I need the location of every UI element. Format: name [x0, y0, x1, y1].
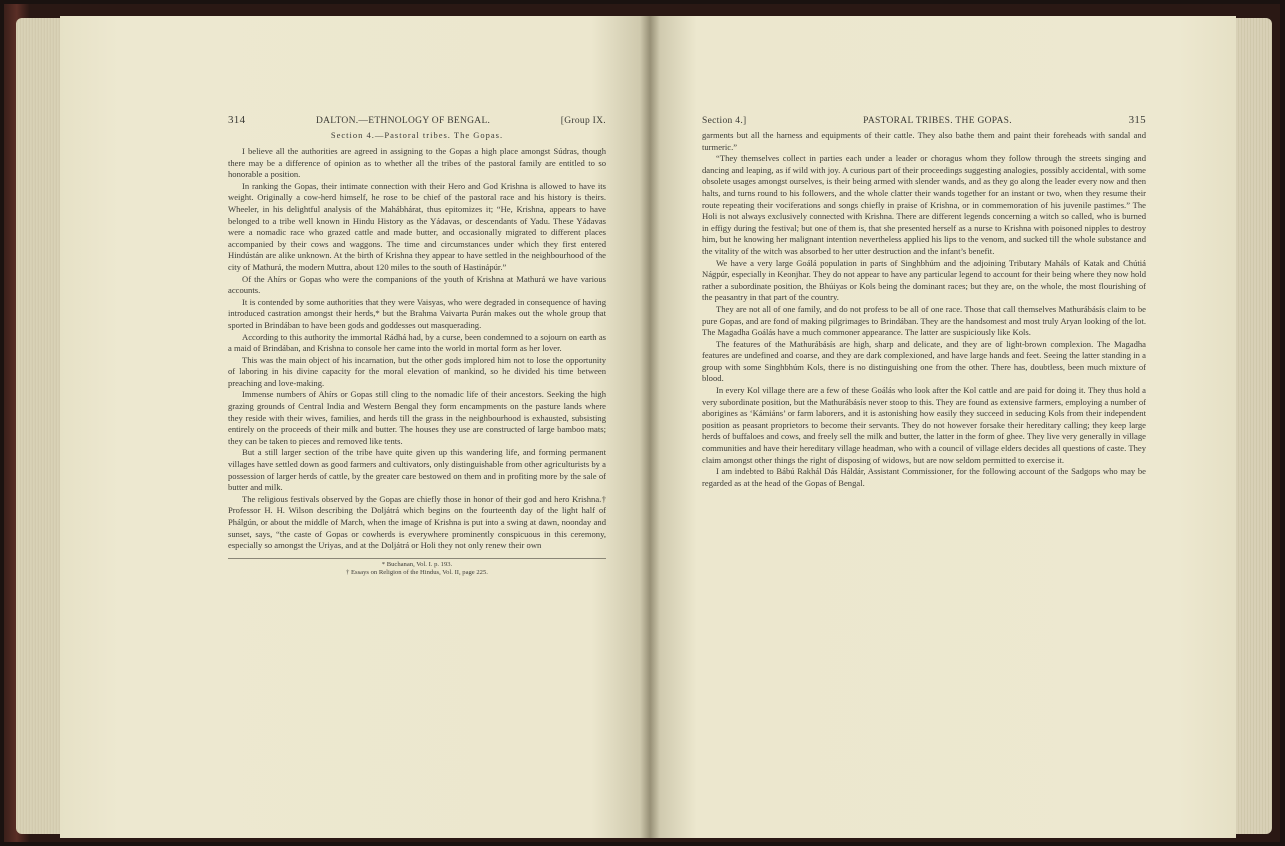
left-running-head [228, 114, 606, 126]
paragraph: They are not all of one family, and do not profess to be all of one race. Those that call themselves Mathurábásís claim to be pure Gopas, and are fond of making pilgrimages to Brindában. They are the handsomest and most truly Aryan looking of the lot. The Magadha Goálás have a much commoner appearance. The latter are suspiciously like Kols. [702, 303, 1146, 338]
paragraph: We have a very large Goálá population in parts of Singhbhúm and the adjoining Tributary Maháls of Katak and Chútiá Nágpúr, especially in Keonjhar. They do not appear to have any particular legend to account for their being where they now hold rather a subordinate position, the Bhúiyas or Kols being the dominant races; but they are, on the whole, the most flourishing of the peasantry in that part of the country. [702, 257, 1146, 303]
book-gutter [640, 16, 660, 838]
running-title: DALTON.—ETHNOLOGY OF BENGAL. [315, 116, 491, 126]
open-book [4, 4, 1280, 842]
right-page [650, 16, 1236, 838]
paragraph: In every Kol village there are a few of these Goálás who look after the Kol cattle and are paid for doing it. They thus hold a very subordinate position, but the Mathurábásís never stoop to this. They are found as extensive farmers, employing a number of aborigines as ‘Kámiáns’ or farm laborers, and it is astonishing how easily they succeed in seducing Kols from their independent position as peasant proprietors to become their servants. They do not however forsake their hereditary calling; they keep large herds of buffaloes and cows, and freely sell the milk and butter, the latter in the form of ghee. They live very generally in village communities and have their hereditary village headman, who with a council of village elders decides all questions of caste. They claim amongst other things the right of disposing of widows, but are now seldom permitted to exercise it. [702, 385, 1146, 465]
paragraph: According to this authority the immortal Rádhá had, by a curse, been condemned to a sojourn on earth as a maid of Brindában, and Krishna to console her came into the world in mortal form as her lover. [228, 331, 606, 354]
right-body-text [702, 130, 1146, 489]
page-number: 315 [1128, 114, 1146, 126]
left-page-edges [16, 18, 60, 834]
paragraph: The features of the Mathurábásís are high, sharp and delicate, and they are of light-brown complexion. The Magadha features are undefined and coarse, and they are dark complexioned, and have large hands and feet. Seeing the latter standing in a group with some Singhbhúm Kols, there is no distinguishing one from the other. There has, doubtless, been much mixture of blood. [702, 338, 1146, 384]
running-title: PASTORAL TRIBES. THE GOPAS. [863, 116, 1012, 126]
paragraph: Immense numbers of Ahírs or Gopas still cling to the nomadic life of their ancestors. Seeking the high grazing grounds of Central India and Western Bengal they form encampments on the pasture lands where they reside with their wives, families, and herds till the grass in the neighbourhood is exhausted, subsisting entirely on the proceeds of their milk and butter. The houses they use are constructed of large bamboo mats; they can be taken to pieces and removed like tents. [228, 389, 606, 446]
page-number: 314 [228, 114, 246, 126]
paragraph: In ranking the Gopas, their intimate connection with their Hero and God Krishna is allowed to have its weight. Originally a cow-herd himself, he rose to be chief of the pastoral race and his history is theirs. Wheeler, in his delightful analysis of the Mahábhárat, thus epitomizes it; “He, Krishna, appears to have belonged to a tribe well known in Hindu History as the Yádavas, or descendants of Yadu. These Yádavas were a nomadic race who grazed cattle and made butter, and occasionally migrated to different places accompanied by their cows and waggons. The time and circumstances under which they first entered Hindústán are alike unknown. At the birth of Krishna they appear to have settled in the neighbourhood of the city of Mathurá, the modern Muttra, about 120 miles to the south of Hastinápúr.” [228, 180, 606, 272]
section-label: Section 4.] [702, 116, 747, 126]
paragraph: But a still larger section of the tribe have quite given up this wandering life, and forming permanent villages have settled down as good farmers and cultivators, only distinguishable from other agriculturists by a possession of larger herds of cattle, by the greater care bestowed on them and in profiting more by the sale of butter and milk. [228, 447, 606, 493]
paragraph: The religious festivals observed by the Gopas are chiefly those in honor of their god and hero Krishna.† Professor H. H. Wilson describing the Doljátrá which begins on the fourteenth day of the light half of Phálgún, or about the middle of March, when the image of Krishna is put into a swing at dawn, noonday and sunset, says, “the caste of Gopas or cowherds is everywhere prominently conspicuous in this ceremony, especially so amongst the Uriyas, and at the Doljátrá or Holi they not only renew their own [228, 493, 606, 551]
footnote: * Buchanan, Vol. I. p. 193. [381, 560, 453, 568]
paragraph: I believe all the authorities are agreed in assigning to the Gopas a high place amongst Súdras, though there may be a difference of opinion as to whether all the tribes of the pastoral family are entitled to so honorable a position. [228, 146, 606, 180]
paragraph: This was the main object of his incarnation, but the other gods implored him not to lose the opportunity of laboring in his divine capacity for the moral elevation of mankind, so he divided his time between preaching and love-making. [228, 354, 606, 388]
paragraph: Of the Ahírs or Gopas who were the companions of the youth of Krishna at Mathurá we have various accounts. [228, 273, 606, 296]
group-label: [Group IX. [560, 116, 606, 126]
left-body-text [228, 146, 606, 552]
section-heading: Section 4.—Pastoral tribes. The Gopas. [330, 130, 504, 140]
paragraph: “They themselves collect in parties each under a leader or choragus whom they follow through the streets singing and dancing and leaping, as if wild with joy. A curious part of their proceedings suggesting analogies, possibly accidental, with some obsolete usages amongst ourselves, is their being armed with slender wands, and as they go along the leader every now and then halts, and turns round to his followers, and the whole clatter their wands together for an instant or two, when they resume their route repeating their vociferations and songs chiefly in praise of Krishna, or in commemoration of his juvenile pastimes.” The Holi is not always exclusively connected with Krishna. There are different legends concerning a witch so called, who is burned in effigy during the festival; but one of them is, that she presented herself as a nurse to Krishna with poisoned nipples to destroy him, but he knowing her malignant intention nevertheless applied his lips to the venom, and sucked till the whole substance and the vitality of the witch was absorbed to her utter destruction and the infant’s benefit. [702, 153, 1146, 256]
footnotes [228, 558, 606, 578]
footnote: † Essays on Religion of the Hindus, Vol. II, page 225. [346, 569, 488, 577]
paragraph: I am indebted to Bábú Rakhál Dás Háldár, Assistant Commissioner, for the following account of the Sadgops who may be regarded as at the head of the Gopas of Bengal. [702, 466, 1146, 488]
left-page [60, 16, 650, 838]
paragraph: garments but all the harness and equipments of their cattle. They also bathe them and paint their foreheads with sandal and turmeric.” [702, 130, 1146, 152]
right-running-head [702, 114, 1146, 126]
paragraph: It is contended by some authorities that they were Vaisyas, who were degraded in consequence of having introduced castration amongst their herds,* but the Brahma Vaivarta Purán makes out the whole group that sported in Brindában to have been gods and goddesses out masquerading. [228, 296, 606, 330]
